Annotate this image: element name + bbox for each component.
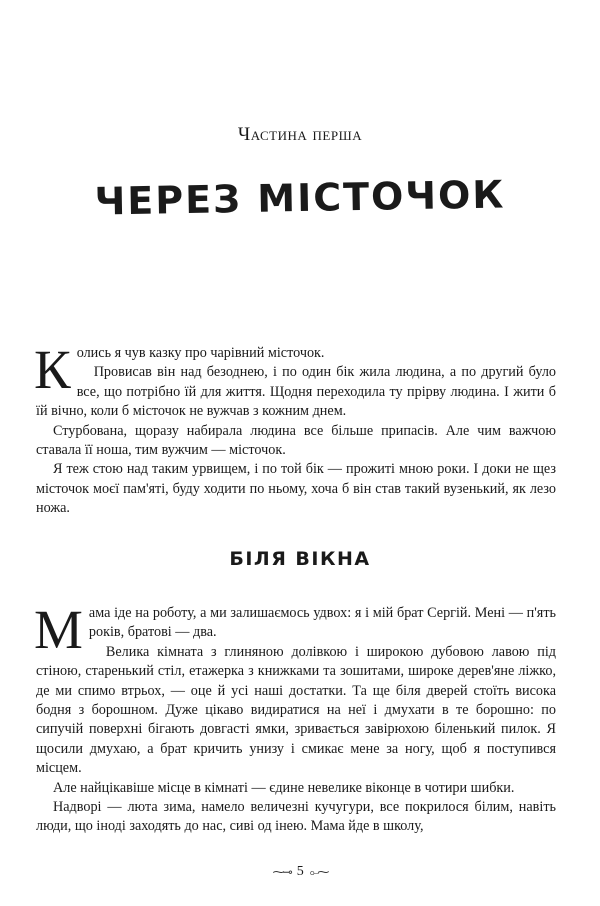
section-paragraph: Але найцікавіше місце в кімнаті — єдине невелике віконце в чотири шибки. [53,779,515,796]
intro-paragraph-1: Колись я чув казку про чарівний місточок. [34,339,325,400]
intro-text [34,339,556,519]
ornament-right-icon: ⟜⁓ [309,864,328,879]
section-paragraph: Велика кімната з глиняною долівкою і широкою дубовою лавою під стіною, старенький стіл, етажерка з книжками та зошитами, широке дерев'яне ліжко, де ми спимо втрьох, — оце й усі наші достатки. Та ще біля дверей стоїть висока бодня з борошном. Дуже цікаво видиратися на неї і дмухати в те борошно: по сипучій поверхні бігають довгасті ямки, зривається завірюхою біленький пилок. Я щосили дмухаю, а брат кричить унизу і смикає мене за ногу, щоб я поступився місцем. [36,643,556,777]
intro-paragraph: Стурбована, щоразу набирала людина все більше припасів. Але чим важчою ставала її ноша, тим вужчим — місточок. [36,422,556,459]
page-number: 5 [296,864,304,879]
section-paragraph: Надворі — люта зима, намело величезні кучугури, все покрилося білим, навіть люди, що іноді заходять до нас, сиві од інею. Мама йде в школу, [36,799,556,835]
drop-cap: К [34,339,71,400]
intro-paragraph: Я теж стою над таким урвищем, і по той бік — прожиті мною роки. І доки не щез місточок моєї пам'яті, буду ходити по ньому, хоча б він став такий вузенький, як лезо ножа. [36,461,556,517]
ornament-left-icon: ⁓⊸ [272,864,291,879]
section-paragraph-1: Мама іде на роботу, а ми залишаємось удвох: я і мій брат Сергій. Мені — п'ять років, братові — два. [34,599,556,660]
chapter-title: ЧЕРЕЗ МІСТОЧОК [94,172,506,224]
drop-cap: М [34,599,83,660]
section-title: БІЛЯ ВІКНА [229,548,371,570]
intro-paragraph: Провисав він над безоднею, і по один бік жила людина, а по другий було все, що потрібно їй для життя. Щодня переходила ту прірву людина. І жити б їй вічно, коли б місточок не вужчав з кожним днем. [36,364,556,420]
part-title: Частина перша [237,124,363,145]
section-text [34,599,556,837]
page-footer [0,864,600,880]
